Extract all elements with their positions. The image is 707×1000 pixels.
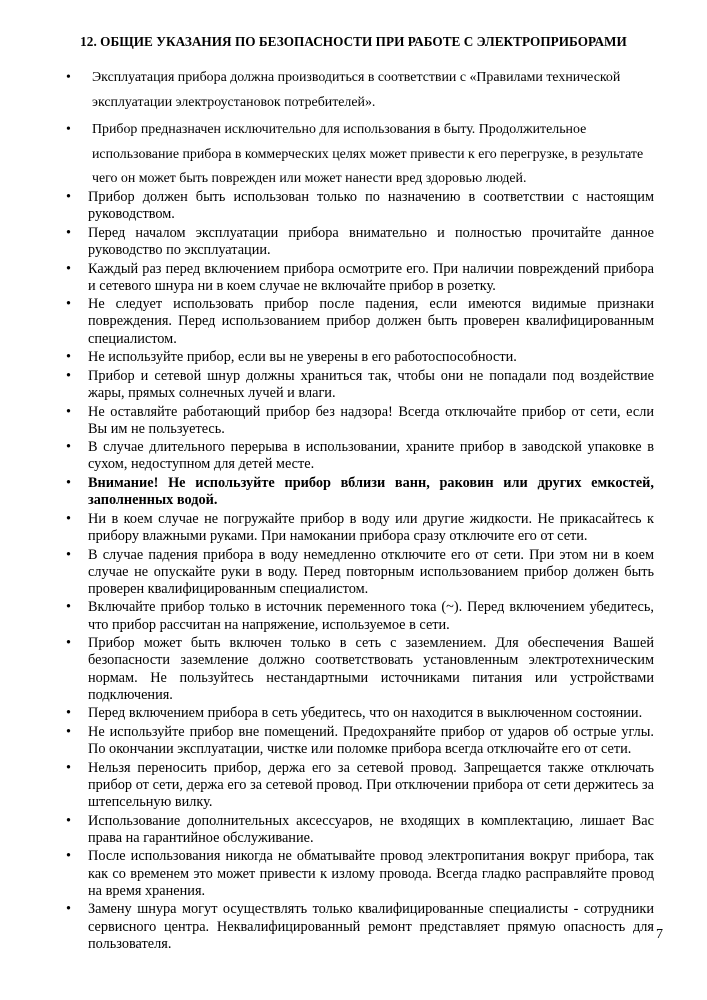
list-item (66, 848, 654, 900)
bullet-icon: • (66, 705, 72, 722)
list-item (66, 439, 654, 473)
list-item (66, 547, 654, 599)
list-item-text: Ни в коем случае не погружайте прибор в воду или другие жидкости. Не прикасайтесь к прибору влажными руками. При намокании прибора сразу отключите его от сети. (88, 510, 654, 544)
bullet-icon: • (66, 296, 72, 313)
intro-bullet-list (66, 66, 666, 195)
list-item (66, 724, 654, 758)
list-item (66, 261, 654, 295)
bullet-icon: • (66, 189, 72, 205)
list-item-text: Эксплуатация прибора должна производиться в соответствии с «Правилами технической эксплуатации электроустановок потребителей». (92, 70, 621, 110)
list-item-text: Не оставляйте работающий прибор без надзора! Всегда отключайте прибор от сети, если Вы им не пользуетесь. (88, 403, 654, 437)
list-item-text: Каждый раз перед включением прибора осмотрите его. При наличии повреждений прибора и сетевого шнура ни в коем случае не включайте прибор в розетку. (88, 260, 654, 294)
bullet-icon: • (66, 599, 72, 616)
section-title: 12. ОБЩИЕ УКАЗАНИЯ ПО БЕЗОПАСНОСТИ ПРИ РАБОТЕ С ЭЛЕКТРОПРИБОРАМИ (80, 34, 627, 49)
bullet-icon: • (66, 759, 72, 776)
warning-list-item (66, 475, 654, 509)
list-item-text: Не используйте прибор, если вы не уверены в его работоспособности. (88, 349, 517, 366)
list-item-text: В случае падения прибора в воду немедленно отключите его от сети. При этом ни в коем случае не опускайте руки в воду. Перед повторным использованием прибор должен быть проверен квалифицированным специалистом. (88, 546, 654, 597)
list-item-text: Прибор предназначен исключительно для использования в быту. Продолжительное использование прибора в коммерческих целях может привести к его перегрузке, в результате чего он может быть поврежден или может нанести вред здоровью людей. (92, 122, 644, 186)
list-item (66, 225, 654, 259)
bullet-icon: • (66, 475, 72, 491)
list-item-text: Замену шнура могут осуществлять только квалифицированные специалисты - сотрудники сервисного центра. Неквалифицированный ремонт представляет прямую опасность для пользователя. (88, 901, 654, 952)
list-item (66, 705, 654, 722)
list-item (66, 404, 654, 438)
bullet-icon: • (66, 403, 72, 420)
bullet-icon: • (66, 70, 71, 85)
bullet-icon: • (66, 848, 72, 865)
safety-bullet-list (66, 189, 654, 954)
bullet-icon: • (66, 723, 72, 740)
list-item-text: После использования никогда не обматывайте провод электропитания вокруг прибора, так как со временем это может привести к излому провода. Всегда гладко расправляйте провод на время хранения. (88, 848, 654, 899)
list-item-text: Перед включением прибора в сеть убедитесь, что он находится в выключенном состоянии. (88, 705, 643, 722)
list-item-text: Перед началом эксплуатации прибора внимательно и полностью прочитайте данное руководство по эксплуатации. (88, 224, 654, 258)
list-item (66, 813, 654, 847)
page-number: 7 (656, 927, 663, 942)
bullet-icon: • (66, 812, 72, 829)
list-item-text: Прибор должен быть использован только по назначению в соответствии с настоящим руководством. (88, 189, 654, 223)
list-item-text: Не следует использовать прибор после падения, если имеются видимые признаки повреждения. Перед использованием прибор должен быть проверен квалифицированным специалистом. (88, 296, 654, 347)
list-item (66, 296, 654, 348)
list-item (66, 368, 654, 402)
list-item-text: Нельзя переносить прибор, держа его за сетевой провод. Запрещается также отключать прибор от сети, держа его за сетевой провод. При отключении прибора от сети держитесь за штепсельную вилку. (88, 759, 654, 811)
list-item (66, 66, 666, 115)
list-item (66, 901, 654, 953)
bullet-icon: • (66, 122, 71, 137)
list-item (66, 189, 654, 223)
list-item (66, 599, 654, 633)
list-item-text: Прибор может быть включен только в сеть с заземлением. Для обеспечения Вашей безопасности заземление должно соответствовать установленным электротехническим нормам. Не пользуйтесь нестандартными источниками питания или устройствами подключения. (88, 635, 654, 703)
bullet-icon: • (66, 224, 72, 241)
bullet-icon: • (66, 260, 72, 277)
list-item (66, 118, 666, 192)
list-item-text: Использование дополнительных аксессуаров, не входящих в комплектацию, лишает Вас права на гарантийное обслуживание. (88, 812, 654, 846)
list-item-text: Включайте прибор только в источник переменного тока (~). Перед включением убедитесь, что прибор рассчитан на напряжение, используемое в сети. (88, 599, 654, 633)
list-item (66, 760, 654, 812)
bullet-icon: • (66, 546, 72, 563)
warning-text: Внимание! Не используйте прибор вблизи ванн, раковин или других емкостей, заполненных водой. (88, 475, 654, 509)
list-item (66, 511, 654, 545)
list-item-text: Не используйте прибор вне помещений. Предохраняйте прибор от ударов об острые углы. По окончании эксплуатации, чистке или поломке прибора всегда отключайте его от сети. (88, 723, 654, 758)
list-item (66, 635, 654, 704)
list-item-text: Прибор и сетевой шнур должны храниться так, чтобы они не попадали под воздействие жары, прямых солнечных лучей и влаги. (88, 367, 654, 401)
bullet-icon: • (66, 901, 72, 918)
list-item (66, 349, 654, 366)
bullet-icon: • (66, 439, 72, 456)
bullet-icon: • (66, 635, 72, 652)
bullet-icon: • (66, 510, 72, 527)
bullet-icon: • (66, 367, 72, 384)
list-item-text: В случае длительного перерыва в использовании, храните прибор в заводской упаковке в сухом, недоступном для детей месте. (88, 439, 654, 473)
bullet-icon: • (66, 349, 72, 366)
